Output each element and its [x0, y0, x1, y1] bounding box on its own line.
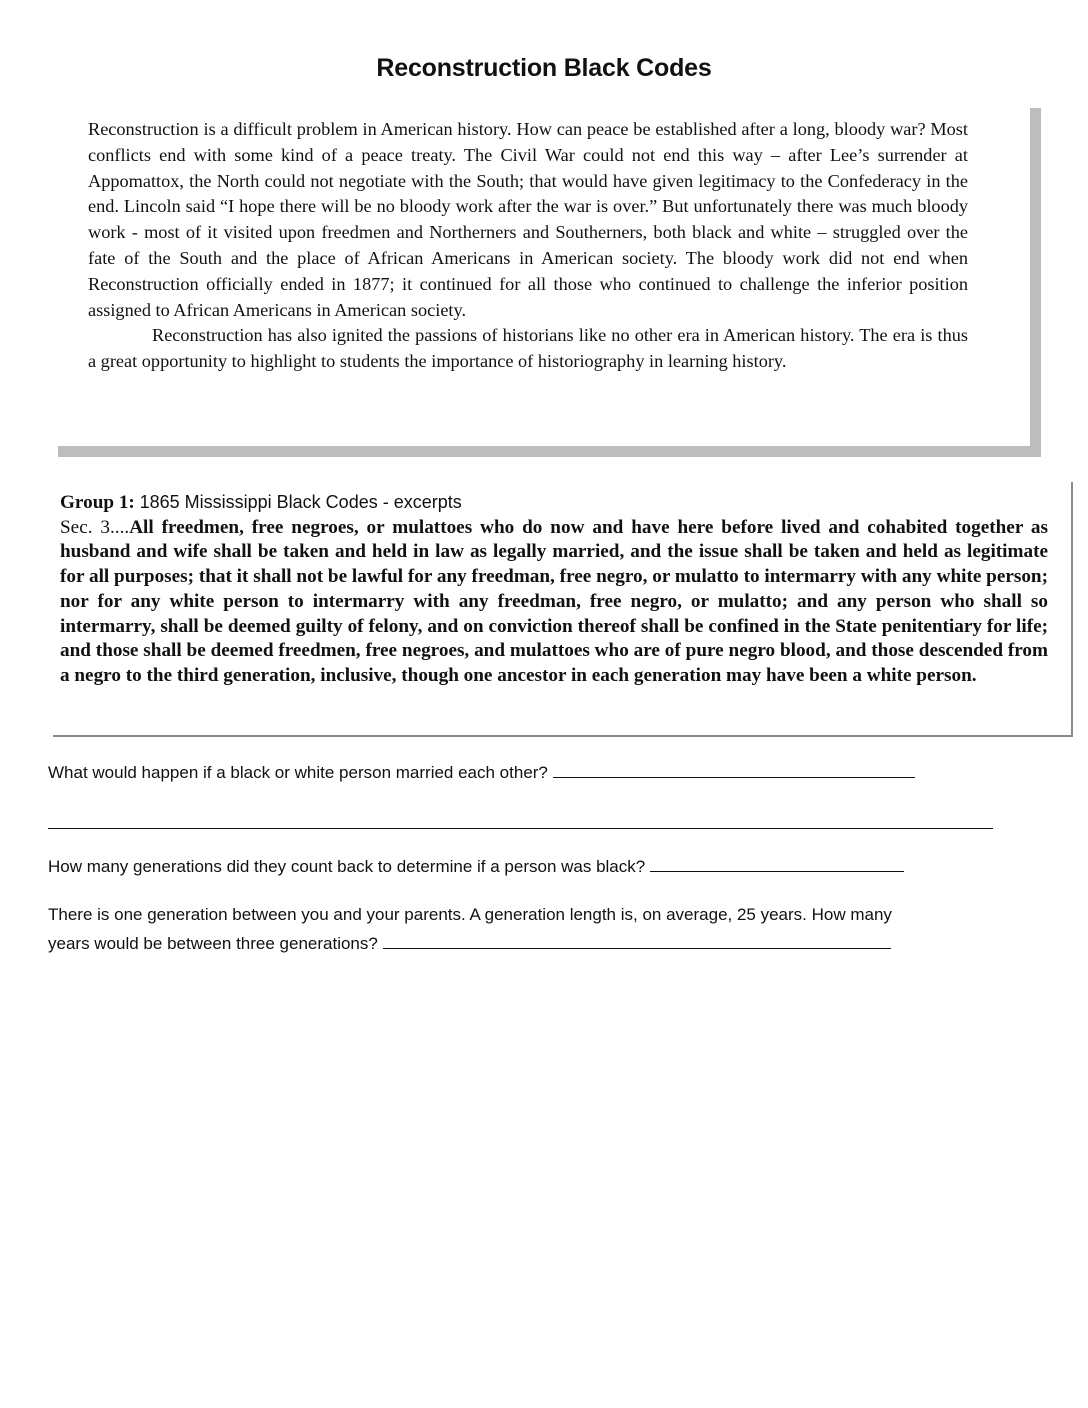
question-2: [48, 852, 1038, 881]
page-title: Reconstruction Black Codes: [376, 54, 712, 82]
group-1-subheading: 1865 Mississippi Black Codes - excerpts: [139, 492, 462, 512]
question-3-text-line-2: years would be between three generations?: [48, 934, 378, 953]
intro-text: [88, 117, 968, 375]
question-3-text-line-1: There is one generation between you and your parents. A generation length is, on average, 25 years. How many: [48, 905, 892, 924]
question-1-text: What would happen if a black or white person married each other?: [48, 763, 548, 782]
section-text: All freedmen, free negroes, or mulattoes who do now and have here before lived and cohabited together as husband and wife shall be taken and held in law as legally married, and the issue shall be taken and held as legitimate for all purposes; that it shall not be lawful for any freedman, free negro, or mulatto to intermarry with any white person; nor for any white person to intermarry with any freedman, free negro, or mulatto; and any person who shall so intermarry, shall be deemed guilty of felony, and on conviction thereof shall be confined in the State penitentiary for life; and those shall be deemed freedmen, free negroes, and mulattoes who are of pure negro blood, and those descended from a negro to the third generation, inclusive, though one ancestor in each generation may have been a white person.: [60, 516, 1048, 686]
group-1-heading: Group 1:: [60, 492, 135, 513]
intro-paragraph-1: Reconstruction is a difficult problem in American history. How can peace be established after a long, bloody war? Most conflicts end with some kind of a peace treaty. The Civil War could not end this way – after Lee’s surrender at Appomattox, the North could not negotiate with the South; that would have given legitimacy to the Confederacy in the end. Lincoln said “I hope there will be no bloody work after the war is over.” But unfortunately there was much bloody work - most of it visited upon freedmen and Northerners and Southerners, both black and white – struggled over the fate of the South and the place of African Americans in American society. The bloody work did not end when Reconstruction officially ended in 1877; it continued for all those who continued to challenge the inferior position assigned to African Americans in American society.: [88, 119, 968, 320]
answer-2-blank[interactable]: [650, 853, 904, 872]
answer-1-blank[interactable]: [553, 759, 915, 778]
answer-3-blank[interactable]: [383, 930, 891, 949]
group-1-excerpt: [60, 490, 1048, 689]
answer-1-continuation-blank[interactable]: [48, 828, 993, 829]
question-3: [48, 900, 1038, 958]
intro-paragraph-2: Reconstruction has also ignited the passions of historians like no other era in American history. The era is thus a great opportunity to highlight to students the importance of historiography in learning history.: [88, 325, 968, 372]
section-label: Sec. 3....: [60, 516, 130, 538]
question-2-text: How many generations did they count back to determine if a person was black?: [48, 857, 646, 876]
question-1: [48, 758, 1038, 787]
